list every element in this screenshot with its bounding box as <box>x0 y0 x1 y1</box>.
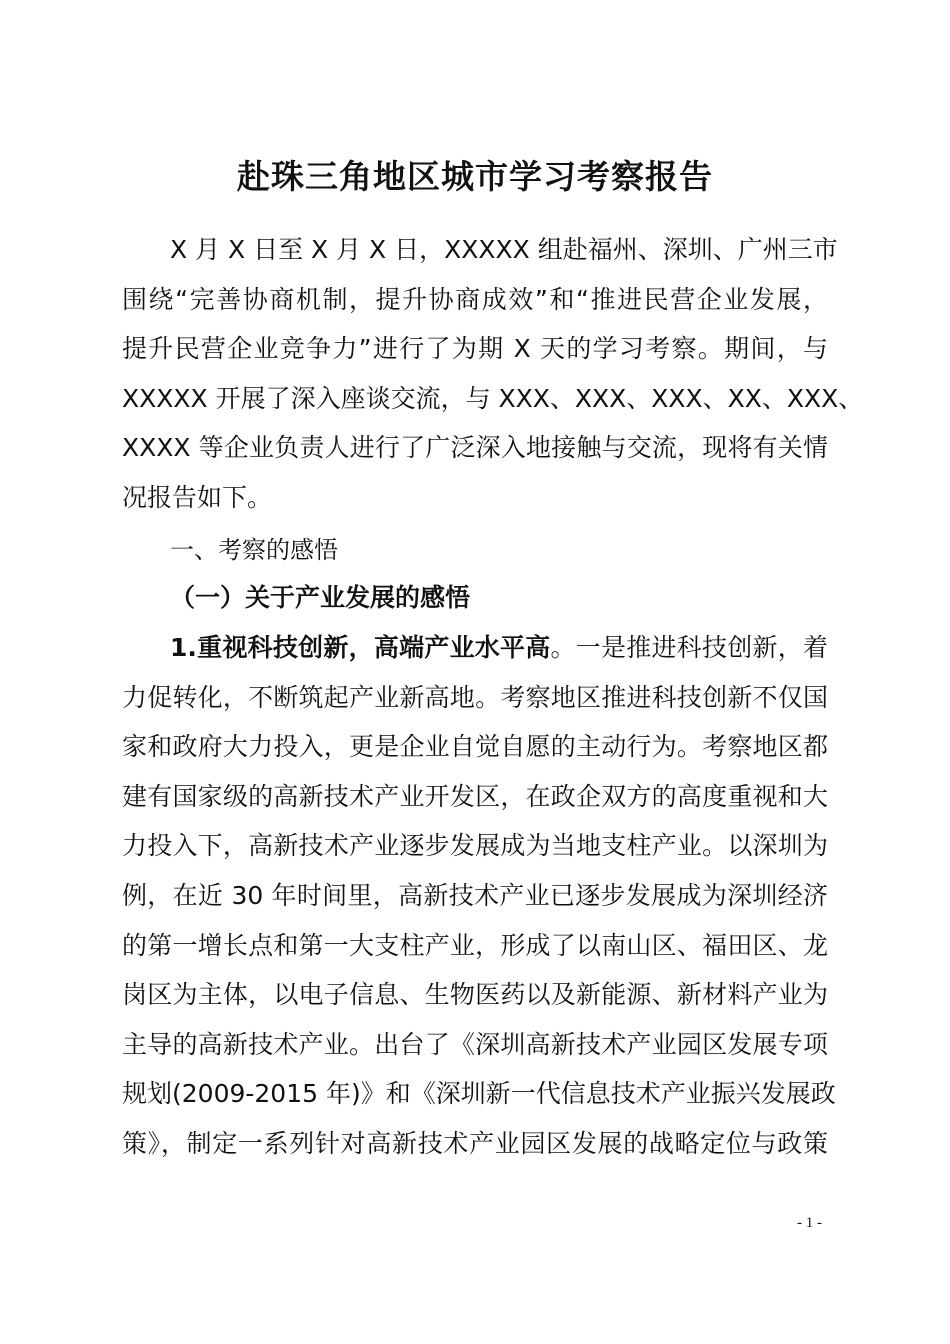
text-line: 提升民营企业竞争力”进行了为期 X 天的学习考察。期间，与 <box>122 334 828 364</box>
text-line: 规划(2009-2015 年)》和《深圳新一代信息技术产业振兴发展政 <box>122 1079 836 1109</box>
text-line: 的第一增长点和第一大支柱产业，形成了以南山区、福田区、龙 <box>122 930 828 960</box>
paragraph-lead-rest: 。一是推进科技创新，着 <box>550 633 828 662</box>
text-line: 家和政府大力投入，更是企业自觉自愿的主动行为。考察地区都 <box>122 732 828 762</box>
text-line: 主导的高新技术产业。出台了《深圳高新技术产业园区发展专项 <box>122 1029 828 1059</box>
document-title: 赴珠三角地区城市学习考察报告 <box>237 157 713 196</box>
subsection-heading: （一）关于产业发展的感悟 <box>170 583 471 612</box>
text-line: 岗区为主体，以电子信息、生物医药以及新能源、新材料产业为 <box>122 980 828 1010</box>
text-line: XXXX 等企业负责人进行了广泛深入地接触与交流，现将有关情 <box>122 433 828 463</box>
text-line: X 月 X 日至 X 月 X 日，XXXXX 组赴福州、深圳、广州三市 <box>170 235 838 264</box>
text-line <box>122 623 828 673</box>
page-number: - 1 - <box>797 1215 822 1231</box>
body-paragraph <box>122 623 836 1169</box>
paragraph-lead: 1.重视科技创新，高端产业水平高 <box>170 633 551 662</box>
text-line: 建有国家级的高新技术产业开发区，在政企双方的高度重视和大 <box>122 781 828 811</box>
section-heading: 一、考察的感悟 <box>170 536 338 564</box>
text-line: 围绕“完善协商机制，提升协商成效”和“推进民营企业发展， <box>122 284 828 314</box>
text-line: XXXXX 开展了深入座谈交流，与 XXX、XXX、XXX、XX、XXX、 <box>122 383 864 413</box>
intro-paragraph <box>122 225 864 523</box>
text-line: 例，在近 30 年时间里，高新技术产业已逐步发展成为深圳经济 <box>122 880 828 910</box>
text-line: 况报告如下。 <box>122 482 273 512</box>
text-line: 策》，制定一系列针对高新技术产业园区发展的战略定位与政策 <box>122 1128 828 1158</box>
text-line: 力促转化，不断筑起产业新高地。考察地区推进科技创新不仅国 <box>122 682 828 712</box>
text-line: 力投入下，高新技术产业逐步发展成为当地支柱产业。以深圳为 <box>122 831 828 861</box>
